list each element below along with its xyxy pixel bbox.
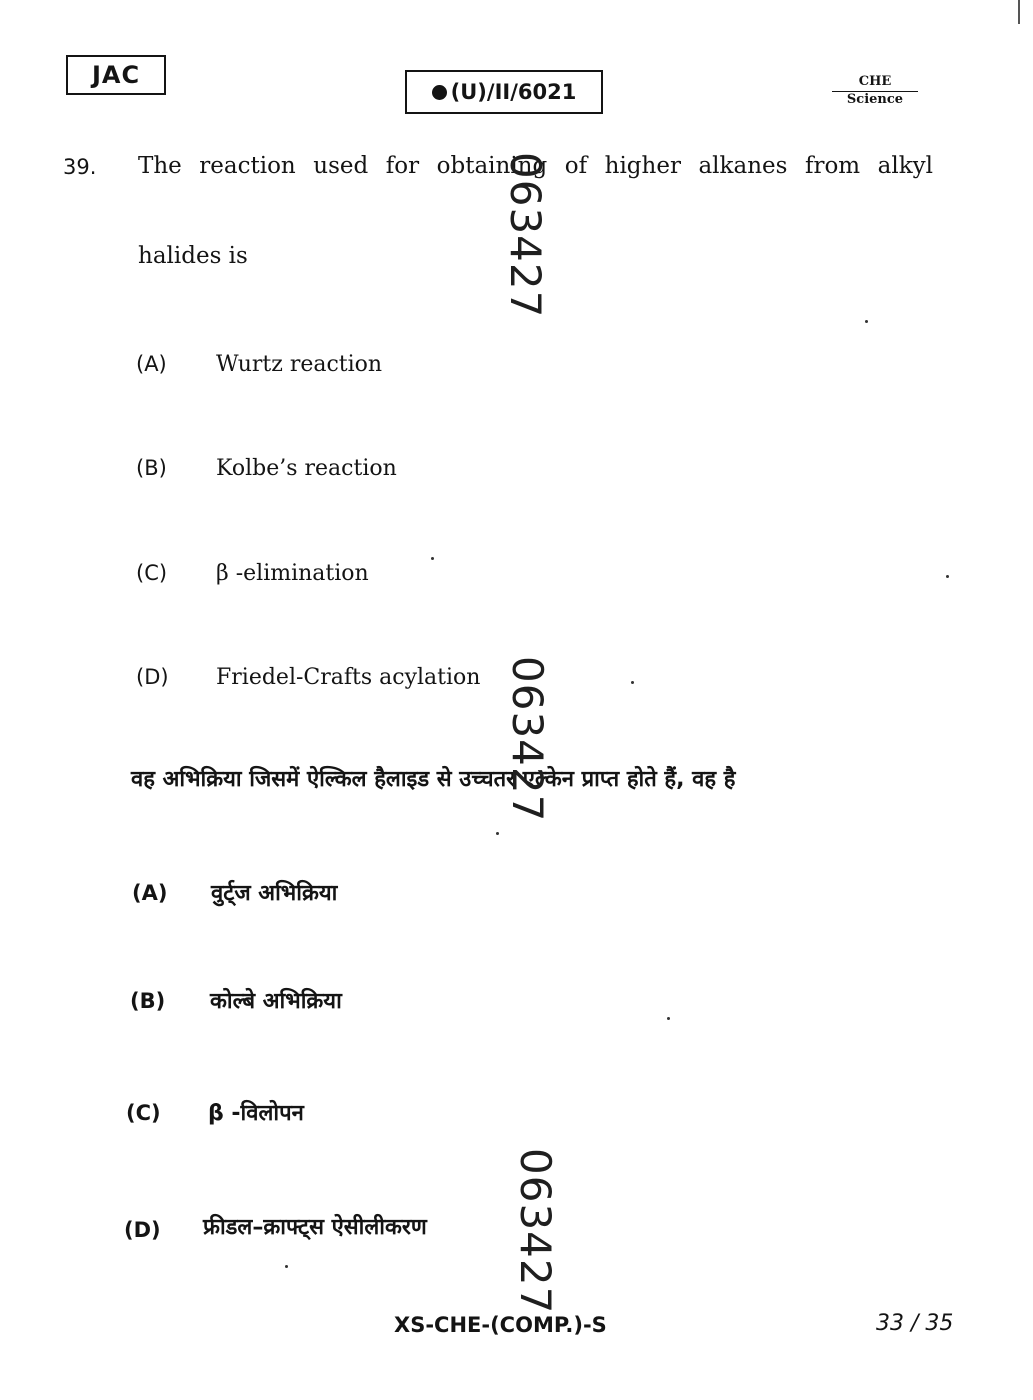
scan-speck bbox=[431, 557, 434, 560]
option-c-label: (C) bbox=[136, 561, 168, 585]
board-badge bbox=[66, 55, 166, 95]
scan-speck bbox=[631, 681, 634, 684]
subject-label bbox=[832, 74, 918, 108]
footer-exam-code: XS-CHE-(COMP.)-S bbox=[394, 1313, 607, 1337]
option-a-text: Wurtz reaction bbox=[216, 352, 383, 377]
scan-speck bbox=[667, 1017, 670, 1020]
scan-speck bbox=[865, 320, 868, 323]
bullet-icon bbox=[432, 85, 447, 100]
question-text-hindi: वह अभिक्रिया जिसमें ऐल्किल हैलाइड से उच्चतर एल्केन प्राप्त होते हैं, वह है bbox=[131, 767, 736, 792]
option-a-label: (A) bbox=[136, 352, 167, 376]
serial-stamp-top: 063427 bbox=[501, 152, 550, 319]
question-text-line-2: halides is bbox=[138, 243, 248, 269]
question-number: 39. bbox=[63, 155, 97, 179]
option-d-label: (D) bbox=[136, 665, 169, 689]
hindi-option-d-text: फ्रीडल–क्राफ्ट्स ऐसीलीकरण bbox=[203, 1215, 427, 1240]
hindi-option-b-text: कोल्बे अभिक्रिया bbox=[210, 989, 342, 1014]
scan-speck bbox=[946, 575, 949, 578]
subject-stream: Science bbox=[846, 92, 904, 107]
hindi-option-a-text: वुर्ट्ज अभिक्रिया bbox=[211, 881, 338, 906]
board-name: JAC bbox=[91, 61, 141, 89]
serial-stamp-bottom: 063427 bbox=[511, 1148, 560, 1315]
scan-speck bbox=[285, 1265, 288, 1268]
option-c-text: β -elimination bbox=[216, 561, 369, 586]
page-number: 33 / 35 bbox=[876, 1311, 954, 1336]
hindi-option-b-label: (B) bbox=[130, 989, 166, 1013]
question-text-line-1: The reaction used for obtaining of higher alkanes from alkyl bbox=[138, 153, 933, 179]
paper-code-box bbox=[405, 70, 603, 114]
option-b-label: (B) bbox=[136, 456, 167, 480]
serial-stamp-middle: 063427 bbox=[503, 656, 552, 823]
hindi-option-c-label: (C) bbox=[126, 1101, 161, 1125]
option-b-text: Kolbe’s reaction bbox=[216, 456, 397, 481]
hindi-option-a-label: (A) bbox=[132, 881, 168, 905]
paper-code: (U)/II/6021 bbox=[450, 80, 577, 104]
hindi-option-d-label: (D) bbox=[124, 1218, 161, 1242]
scan-speck bbox=[496, 832, 499, 835]
hindi-option-c-text: β -विलोपन bbox=[208, 1101, 304, 1126]
option-d-text: Friedel-Crafts acylation bbox=[216, 665, 481, 690]
subject-code: CHE bbox=[832, 74, 918, 92]
scan-edge-mark bbox=[1018, 0, 1020, 24]
